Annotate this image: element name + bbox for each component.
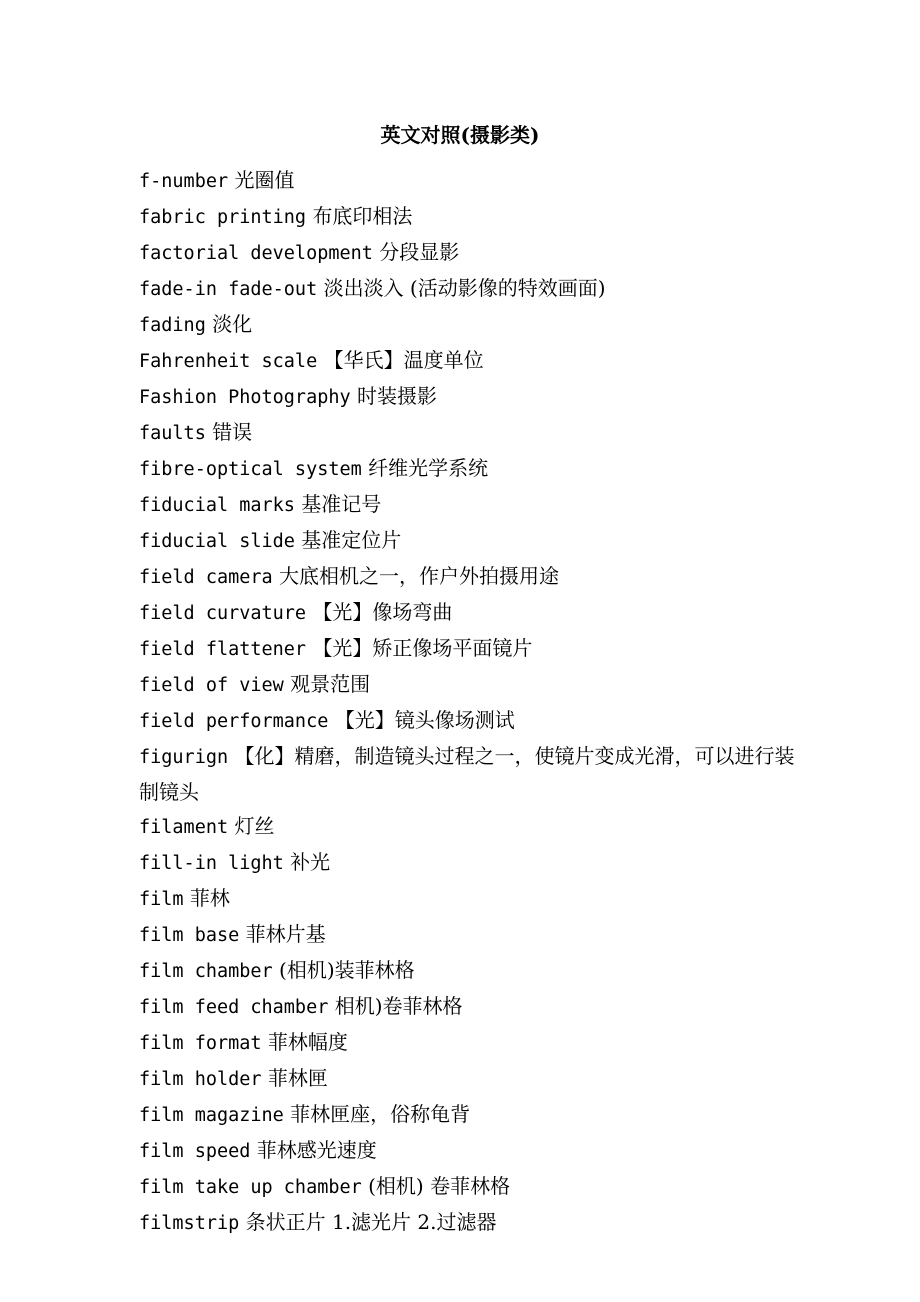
glossary-entry	[139, 1097, 799, 1133]
entry-term: field performance	[139, 711, 329, 732]
glossary-entry	[139, 415, 799, 451]
glossary-entry	[139, 989, 799, 1025]
glossary-entry	[139, 343, 799, 379]
glossary-entry	[139, 631, 799, 667]
entry-definition: 分段显影	[379, 240, 460, 264]
glossary-entry	[139, 523, 799, 559]
glossary-entry	[139, 953, 799, 989]
entry-term: film feed chamber	[139, 997, 329, 1018]
entry-term: f-number	[139, 171, 229, 192]
entry-term: fiducial marks	[139, 495, 295, 516]
entry-term: fiducial slide	[139, 531, 295, 552]
entry-definition: 条状正片 1.滤光片 2.过滤器	[245, 1210, 497, 1234]
glossary-entry	[139, 451, 799, 487]
entry-definition: 灯丝	[234, 814, 275, 838]
entry-definition: 错误	[212, 420, 253, 444]
entry-term: Fashion Photography	[139, 387, 351, 408]
glossary-entry	[139, 1061, 799, 1097]
entry-term: film base	[139, 925, 240, 946]
entry-definition: 【化】精磨，制造镜头过程之一，使镜片变成光滑，可以进行装制镜头	[139, 744, 795, 804]
entry-term: film speed	[139, 1141, 251, 1162]
entry-term: film chamber	[139, 961, 273, 982]
glossary-entry	[139, 235, 799, 271]
entry-definition: 【光】像场弯曲	[312, 600, 453, 624]
entry-definition: 菲林感光速度	[256, 1138, 377, 1162]
entry-term: field curvature	[139, 603, 307, 624]
glossary-entry	[139, 1205, 799, 1241]
glossary-entry	[139, 595, 799, 631]
entry-term: figurign	[139, 747, 229, 768]
entry-definition: 【华氏】温度单位	[323, 348, 484, 372]
glossary-entry	[139, 739, 799, 809]
entry-definition: 菲林匣座，俗称龟背	[290, 1102, 471, 1126]
entry-definition: 【光】矫正像场平面镜片	[312, 636, 533, 660]
glossary-entry	[139, 1169, 799, 1205]
entry-definition: 基准定位片	[301, 528, 402, 552]
entry-definition: (相机) 卷菲林格	[368, 1174, 511, 1198]
entry-term: Fahrenheit scale	[139, 351, 318, 372]
entry-term: filmstrip	[139, 1213, 240, 1234]
glossary-entry	[139, 881, 799, 917]
entry-term: faults	[139, 423, 206, 444]
entry-definition: 菲林	[189, 886, 230, 910]
glossary-entry	[139, 199, 799, 235]
glossary-entry	[139, 163, 799, 199]
entry-definition: 光圈值	[234, 168, 295, 192]
entry-term: film format	[139, 1033, 262, 1054]
entry-definition: 相机)卷菲林格	[334, 994, 463, 1018]
entry-term: filament	[139, 817, 229, 838]
glossary-entry	[139, 667, 799, 703]
glossary-entry	[139, 917, 799, 953]
glossary-entry	[139, 307, 799, 343]
glossary-list	[139, 163, 799, 1241]
entry-definition: 淡出淡入 (活动影像的特效画面)	[323, 276, 606, 300]
entry-term: fill-in light	[139, 853, 284, 874]
entry-term: fabric printing	[139, 207, 307, 228]
glossary-entry	[139, 845, 799, 881]
entry-definition: 大底相机之一，作户外拍摄用途	[279, 564, 560, 588]
entry-term: fading	[139, 315, 206, 336]
glossary-entry	[139, 1025, 799, 1061]
entry-term: field camera	[139, 567, 273, 588]
entry-definition: 纤维光学系统	[368, 456, 489, 480]
entry-definition: 基准记号	[301, 492, 382, 516]
entry-definition: 观景范围	[290, 672, 371, 696]
entry-term: film take up chamber	[139, 1177, 362, 1198]
glossary-entry	[139, 703, 799, 739]
glossary-entry	[139, 379, 799, 415]
entry-definition: 时装摄影	[356, 384, 437, 408]
entry-definition: 补光	[290, 850, 331, 874]
entry-definition: 菲林幅度	[267, 1030, 348, 1054]
document-title: 英文对照(摄影类)	[380, 123, 540, 147]
entry-definition: (相机)装菲林格	[279, 958, 415, 982]
entry-definition: 菲林片基	[245, 922, 326, 946]
entry-definition: 菲林匣	[267, 1066, 328, 1090]
entry-term: film holder	[139, 1069, 262, 1090]
entry-term: film magazine	[139, 1105, 284, 1126]
entry-term: fade-in fade-out	[139, 279, 318, 300]
entry-term: film	[139, 889, 184, 910]
entry-term: field of view	[139, 675, 284, 696]
entry-term: fibre-optical system	[139, 459, 362, 480]
glossary-entry	[139, 271, 799, 307]
glossary-entry	[139, 559, 799, 595]
glossary-entry	[139, 487, 799, 523]
entry-definition: 【光】镜头像场测试	[334, 708, 515, 732]
entry-term: field flattener	[139, 639, 307, 660]
entry-definition: 淡化	[212, 312, 253, 336]
glossary-entry	[139, 809, 799, 845]
glossary-entry	[139, 1133, 799, 1169]
entry-definition: 布底印相法	[312, 204, 413, 228]
entry-term: factorial development	[139, 243, 373, 264]
